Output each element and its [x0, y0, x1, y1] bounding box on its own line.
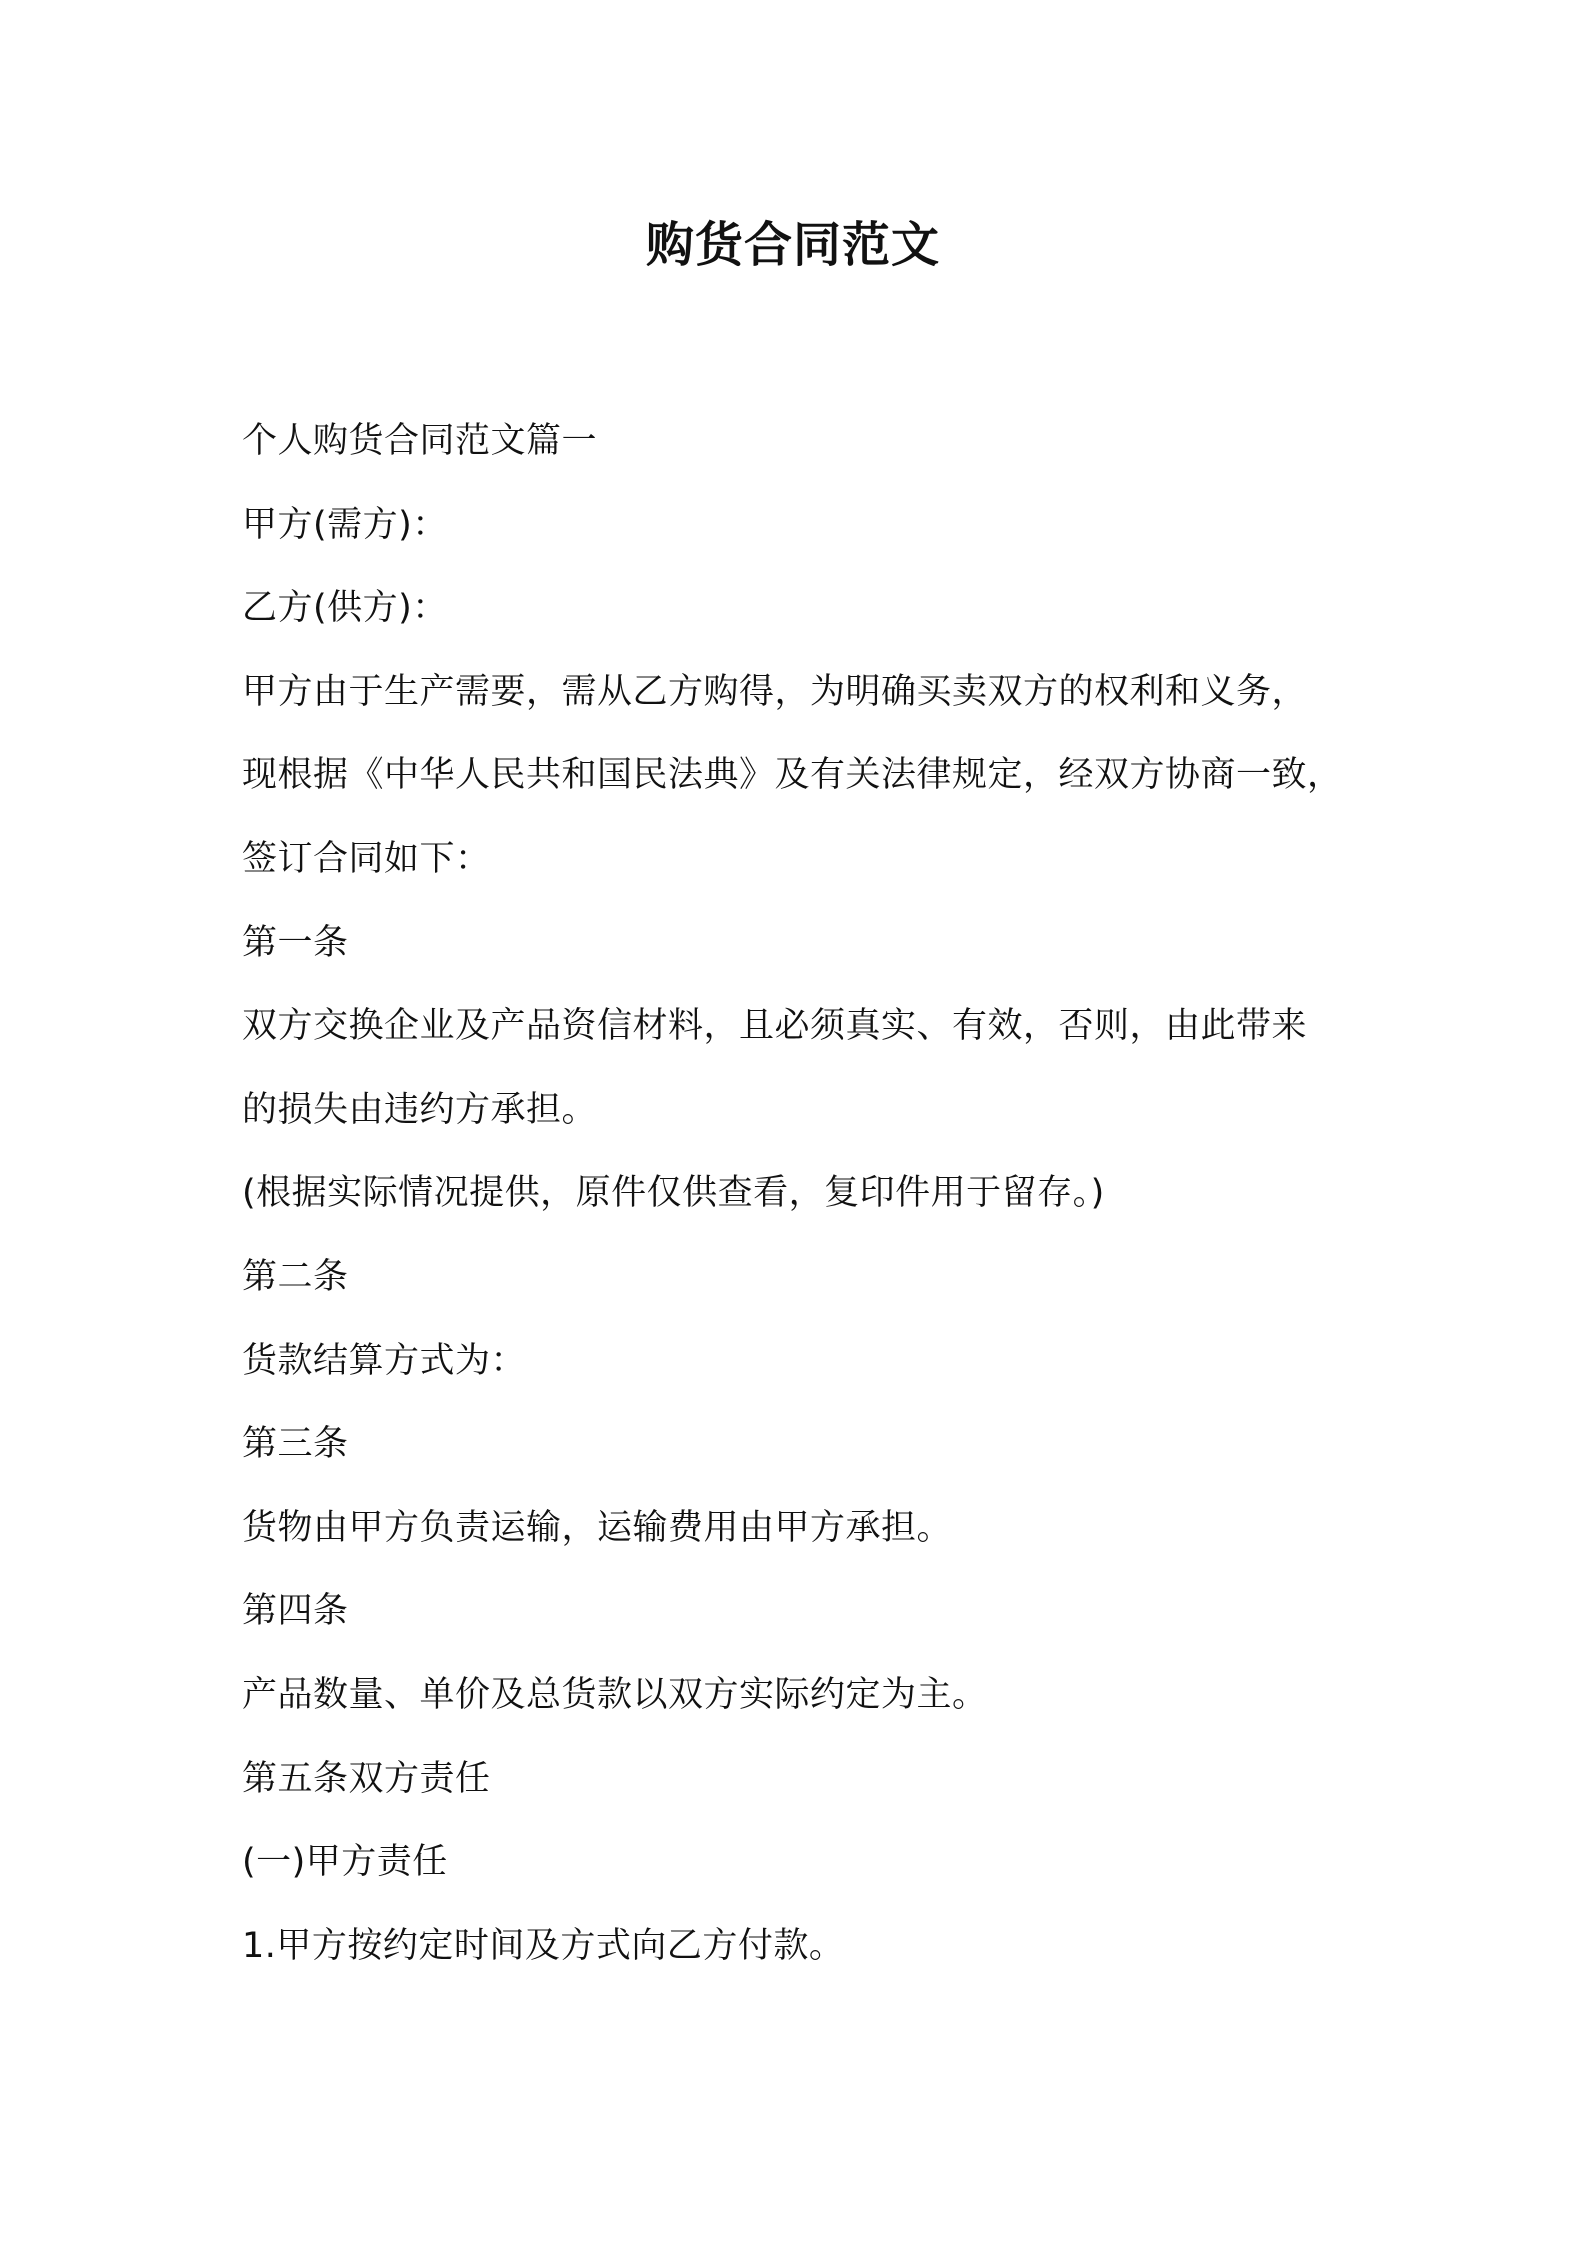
- document-body: [242, 400, 1362, 1988]
- paragraph-line: 1.甲方按约定时间及方式向乙方付款。: [242, 1925, 845, 1966]
- article-heading: 第五条双方责任: [242, 1758, 491, 1799]
- paragraph-line: 签订合同如下：: [242, 838, 491, 879]
- paragraph-line: (根据实际情况提供，原件仅供查看，复印件用于留存。): [242, 1173, 1105, 1214]
- article-heading: 第一条: [242, 922, 349, 963]
- subsection-heading: (一)甲方责任: [242, 1842, 448, 1883]
- party-b-label: 乙方(供方)：: [242, 588, 448, 629]
- article-heading: 第二条: [242, 1256, 349, 1297]
- section-heading: 个人购货合同范文篇一: [242, 421, 598, 461]
- article-heading: 第三条: [242, 1424, 349, 1465]
- paragraph-line: 甲方由于生产需要，需从乙方购得，为明确买卖双方的权利和义务，: [242, 671, 1308, 712]
- paragraph-line: 货款结算方式为：: [242, 1340, 527, 1381]
- paragraph-line: 产品数量、单价及总货款以双方实际约定为主。: [242, 1674, 988, 1715]
- document-title: 购货合同范文: [645, 217, 940, 273]
- paragraph-line: 的损失由违约方承担。: [242, 1089, 598, 1130]
- paragraph-line: 现根据《中华人民共和国民法典》及有关法律规定，经双方协商一致，: [242, 755, 1343, 796]
- paragraph-line: 双方交换企业及产品资信材料，且必须真实、有效，否则，由此带来: [242, 1006, 1308, 1047]
- paragraph-line: 货物由甲方负责运输，运输费用由甲方承担。: [242, 1507, 953, 1548]
- party-a-label: 甲方(需方)：: [242, 504, 448, 545]
- article-heading: 第四条: [242, 1591, 349, 1632]
